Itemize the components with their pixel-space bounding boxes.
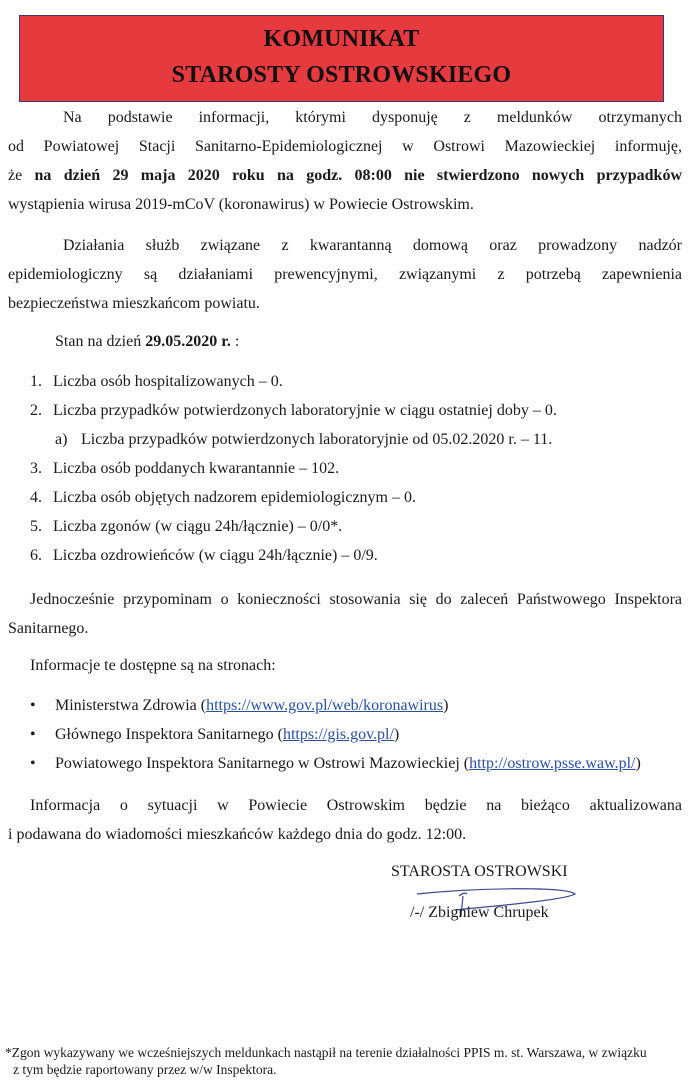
sources-intro: Informacje te dostępne są na stronach:: [30, 657, 276, 674]
actions-line: Działania służb związane z kwarantanną domową oraz prowadzony nadzór: [63, 237, 682, 254]
footnote-line: z tym będzie raportowany przez w/w Inspektora.: [13, 1062, 277, 1077]
source-item-gis: • Głównego Inspektora Sanitarnego (https://gis.gov.pl/): [30, 726, 400, 743]
stat-item-hospitalized: 1. Liczba osób hospitalizowanych – 0.: [30, 373, 283, 390]
intro-paragraph: [8, 103, 682, 219]
link-ministry[interactable]: https://www.gov.pl/web/koronawirus: [206, 697, 444, 714]
signature-name: /-/ Zbigniew Chrupek: [410, 904, 549, 921]
stat-item-deaths: 5. Liczba zgonów (w ciągu 24h/łącznie) – 0/0*.: [30, 518, 343, 535]
intro-line: od Powiatowej Stacji Sanitarno-Epidemiologicznej w Ostrowi Mazowieckiej informuję,: [8, 138, 682, 155]
update-info-paragraph: [8, 791, 682, 849]
link-gis[interactable]: https://gis.gov.pl/: [282, 726, 394, 743]
intro-line: że na dzień 29 maja 2020 roku na godz. 08:00 nie stwierdzono nowych przypadków: [8, 167, 682, 184]
bullet-icon: •: [30, 755, 36, 772]
announcement-header: [19, 15, 664, 102]
actions-line: bezpieczeństwa mieszkańcom powiatu.: [8, 295, 260, 312]
link-psse[interactable]: http://ostrow.psse.waw.pl/: [469, 755, 636, 772]
intro-line: Na podstawie informacji, którymi dysponuję z meldunków otrzymanych: [63, 109, 682, 126]
stat-item-confirmed-daily: 2. Liczba przypadków potwierdzonych laboratoryjnie w ciągu ostatniej doby – 0.: [30, 402, 557, 419]
footnote-line: *Zgon wykazywany we wcześniejszych meldunkach nastąpił na terenie działalności PPIS m. st. Warszawa, w związku: [5, 1045, 647, 1060]
source-item-ministry: • Ministerstwa Zdrowia (https://www.gov.pl/web/koronawirus): [30, 697, 449, 714]
update-info-line: Informacja o sytuacji w Powiecie Ostrowskim będzie na bieżąco aktualizowana: [30, 797, 682, 814]
status-date: 29.05.2020 r.: [145, 333, 231, 350]
stat-item-confirmed-total: a) Liczba przypadków potwierdzonych laboratoryjnie od 05.02.2020 r. – 11.: [55, 431, 553, 448]
update-info-line: i podawana do wiadomości mieszkańców każdego dnia do godz. 12:00.: [8, 826, 467, 843]
bullet-icon: •: [30, 697, 36, 714]
reminder-paragraph: [8, 585, 682, 643]
intro-line: wystąpienia wirusa 2019-mCoV (koronawirus) w Powiecie Ostrowskim.: [8, 196, 474, 213]
reminder-line: Jednocześnie przypominam o konieczności stosowania się do zaleceń Państwowego Inspektora: [30, 591, 682, 608]
header-title: KOMUNIKAT: [263, 26, 420, 52]
source-item-psse: • Powiatowego Inspektora Sanitarnego w Ostrowi Mazowieckiej (http://ostrow.psse.waw.pl/): [30, 755, 641, 772]
actions-line: epidemiologiczny są działaniami prewencyjnymi, związanymi z potrzebą zapewnienia: [8, 266, 682, 283]
signature-title: STAROSTA OSTROWSKI: [391, 863, 568, 880]
bullet-icon: •: [30, 726, 36, 743]
reminder-line: Sanitarnego.: [8, 620, 89, 637]
stat-item-quarantine: 3. Liczba osób poddanych kwarantannie – 102.: [30, 460, 340, 477]
header-subtitle: STAROSTY OSTROWSKIEGO: [171, 62, 512, 88]
stat-item-recovered: 6. Liczba ozdrowieńców (w ciągu 24h/łącznie) – 0/9.: [30, 547, 378, 564]
actions-paragraph: [8, 231, 682, 318]
stat-item-surveillance: 4. Liczba osób objętych nadzorem epidemiologicznym – 0.: [30, 489, 416, 506]
status-date-line: Stan na dzień 29.05.2020 r. :: [55, 333, 240, 350]
intro-highlight: na dzień 29 maja 2020 roku na godz. 08:00 nie stwierdzono nowych przypadków: [34, 167, 682, 184]
